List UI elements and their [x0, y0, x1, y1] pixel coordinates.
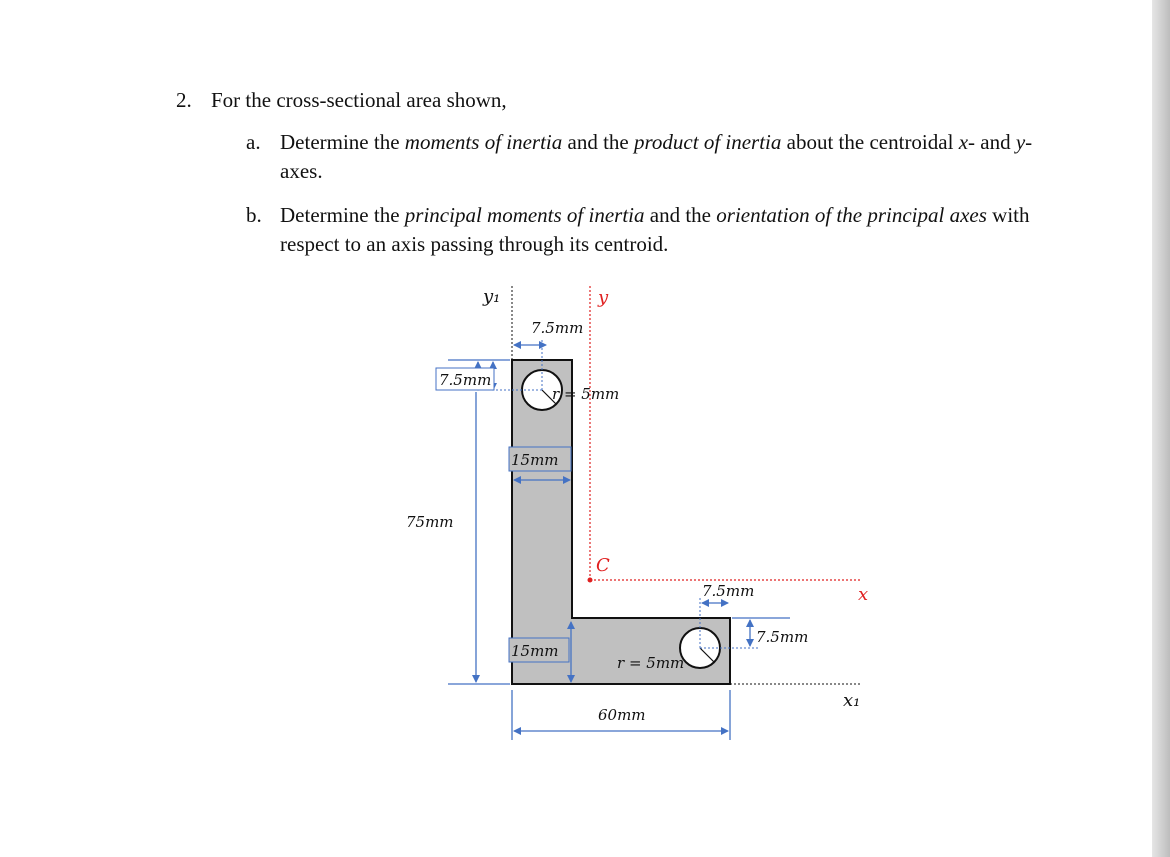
axis-y-label: y	[598, 287, 609, 308]
axis-x1-label: x₁	[843, 690, 861, 711]
axis-y1-label: y₁	[483, 286, 501, 307]
problem-number: 2.	[176, 88, 192, 112]
dim-hole1-radius-label: r = 5mm	[552, 385, 620, 403]
centroid-dot	[588, 578, 593, 583]
problem-intro: For the cross-sectional area shown,	[211, 88, 507, 112]
dim-right-hole-y-label: 7.5mm	[756, 628, 809, 646]
centroid-label: C	[596, 555, 610, 576]
dim-top-hole-offset-label: 7.5mm	[439, 371, 492, 389]
dim-right-hole-x-label: 7.5mm	[702, 582, 755, 600]
dim-total-height-label: 75mm	[406, 513, 454, 531]
part-a-marker: a.	[246, 130, 261, 154]
dim-hole2-radius-label: r = 5mm	[617, 654, 685, 672]
dim-bottom-leg-label: 15mm	[511, 642, 559, 660]
part-b-text: Determine the principal moments of inertia and the orientation of the principal axes with respect to an axis passing through its centroid.	[280, 203, 1030, 256]
part-a-text: Determine the moments of inertia and the product of inertia about the centroidal x- and y- axes.	[280, 130, 1033, 183]
dim-total-width-label: 60mm	[598, 706, 646, 724]
dim-top-width-label: 7.5mm	[531, 319, 584, 337]
part-b-marker: b.	[246, 203, 262, 227]
axis-x-label: x	[858, 584, 869, 605]
dim-leg-width-label: 15mm	[511, 451, 559, 469]
